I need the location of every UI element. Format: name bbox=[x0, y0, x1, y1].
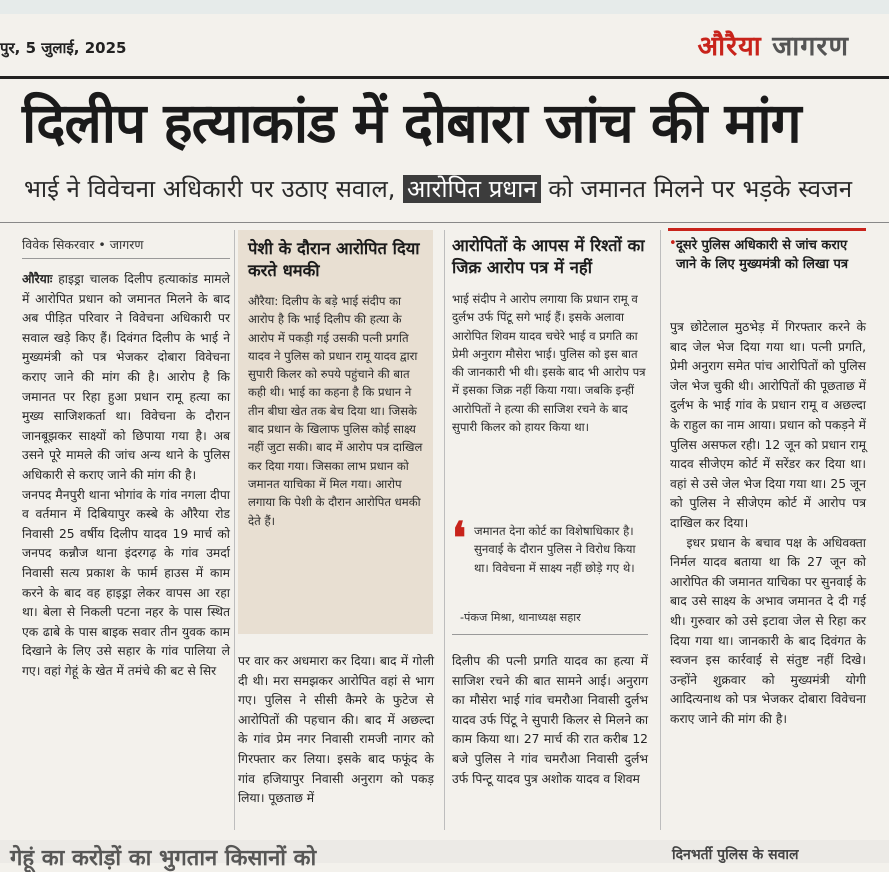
next-article-headline: गेहूं का करोड़ों का भुगतान किसानों को bbox=[10, 846, 317, 871]
column-4-text bbox=[670, 318, 866, 729]
column-separator bbox=[444, 230, 445, 830]
quote-text: जमानत देना कोर्ट का विशेषाधिकार है। सुनवाई के दौरान पुलिस ने विरोध किया था। विवेचना में साक्ष्य नहीं छोड़े गए थे। bbox=[474, 524, 636, 575]
dateline-lead: औरैयाः bbox=[22, 272, 53, 286]
sidebar-box-heading: पेशी के दौरान आरोपित दिया करते धमकी bbox=[248, 239, 420, 280]
masthead-city: औरैया bbox=[697, 31, 762, 62]
column-3-heading: आरोपितों के आपस में रिश्तों का जिक्र आरोप पत्र में नहीं bbox=[452, 236, 645, 277]
column-1-paragraph-1: हाइड्रा चालक दिलीप हत्याकांड मामले में आरोपित प्रधान को जमानत मिलने के बाद अब पीड़ित परिवार ने विवेचना अधिकारी पर सवाल खड़े किए हैं। दिवंगत दिलीप के भाई ने मुख्यमंत्री को पत्र भेजकर दोबारा विवेचना कराए जाने की मांग की है। आरोप है कि जमानत पर रिहा हुआ प्रधान रामू हत्या का मुख्य साजिशकर्ता था। विवेचना के दौरान जानबूझकर साक्ष्यों को छिपाया गया है। अब उसने पूरे मामले की जांच अन्य थाने के पुलिस अधिकारी से कराए जाने की मांग की है। bbox=[22, 272, 230, 482]
sidebar-box-text: औरैया: दिलीप के बड़े भाई संदीप का आरोप है कि भाई दिलीप की हत्या के आरोप में पकड़ी गई उसकी पत्नी प्रगति यादव ने पुलिस को प्रधान रामू यादव द्वारा सुपारी किलर को रुपये पहुंचाने की बात कही थी। भाई का कहना है कि प्रधान ने तीन बीघा खेत तक बेच दिया था। जिसके बाद प्रधान के खिलाफ पुलिस कोई साक्ष्य नहीं जुटा सकी। बाद में आरोप पत्र दाखिल कर दिया गया। जिसका लाभ प्रधान को जमानत याचिका में मिल गया। आरोप लगाया कि पेशी के दौरान आरोपित धमकी देते हैं। bbox=[248, 294, 423, 528]
subhead-part2: को जमानत मिलने पर भड़के स्वजन bbox=[548, 175, 853, 203]
byline: विवेक सिकरवार • जागरण bbox=[22, 237, 144, 252]
byline-rule bbox=[22, 258, 230, 259]
column-separator bbox=[234, 230, 235, 830]
masthead-rule bbox=[0, 76, 889, 79]
quote-attribution: -पंकज मिश्रा, थानाध्यक्ष सहार bbox=[460, 611, 581, 624]
highlight-box-heading: दूसरे पुलिस अधिकारी से जांच कराए जाने के लिए मुख्यमंत्री को लिखा पत्र bbox=[676, 238, 849, 272]
top-band bbox=[0, 0, 889, 14]
masthead bbox=[697, 26, 849, 63]
column-4-paragraph-1: पुत्र छोटेलाल मुठभेड़ में गिरफ्तार करने के बाद जेल भेज दिया गया था। पत्नी प्रगति, प्रेमी अनुराग समेत पांच आरोपितों को पुलिस जेल भेज चुकी थी। आरोपितों की पूछताछ में दुर्लभ के भाई गांव के प्रधान रामू व अछल्दा के राहुल का नाम आया। प्रधान को पकड़ने में पुलिस असफल रही। 12 जून को प्रधान रामू यादव सीजेएम कोर्ट में सरेंडर कर दिया था। वहां से उसे जेल भेज दिया गया था। 25 जून को पुलिस ने सीजेएम कोर्ट में आरोप पत्र दाखिल कर दिया। bbox=[670, 320, 866, 530]
column-4-paragraph-2: इधर प्रधान के बचाव पक्ष के अधिवक्ता निर्मल यादव बताया था कि 27 जून को आरोपित की जमानत याचिका पर सुनवाई के बाद उसे साक्ष्य के अभाव जमानत दे दी गई थी। गुरुवार को उसे इटावा जेल से रिहा कर दिया गया था। जानकारी के बाद दिवंगत के स्वजन इस कार्रवाई से संतुष्ट नहीं दिखे। उन्होंने शुक्रवार को मुख्यमंत्री योगी आदित्यनाथ को पत्र भेजकर दोबारा विवेचना कराए जाने की मांग की है। bbox=[670, 535, 866, 726]
headline-rule bbox=[0, 222, 889, 223]
column-separator bbox=[660, 230, 661, 830]
masthead-brand: जागरण bbox=[772, 31, 849, 62]
dateline: पुर, 5 जुलाई, 2025 bbox=[0, 39, 127, 57]
quote-rule bbox=[452, 634, 648, 635]
column-1-paragraph-2: जनपद मैनपुरी थाना भोगांव के गांव नगला दीपा व वर्तमान में दिबियापुर कस्बे के औरैया रोड निवासी 25 वर्षीय दिलीप यादव 19 मार्च को जनपद कन्नौज थाना इंदरगढ़ के गांव उमर्दा निवासी सत्य प्रकाश के फार्म हाउस में काम करने के बाद वह हाइड्रा लेकर वापस आ रहा था। बेला से निकली पटना नहर के पास स्थित एक ढाबे के पास बाइक सवार तीन युवक काम दिखाने के लिए उसे सहार के गांव पालिया ले गए। वहां गेहूं के खेत में तमंचे की बट से सिर bbox=[22, 487, 230, 678]
column-3-text: भाई संदीप ने आरोप लगाया कि प्रधान रामू व दुर्लभ उर्फ पिंटू सगे भाई हैं। इसके अलावा आरोपित शिवम यादव चचेरे भाई व प्रगति का प्रेमी अनुराग मौसेरा भाई। पुलिस को इस बात की जानकारी भी थी। इसके बाद भी आरोप पत्र में इसका जिक्र नहीं किया गया। जबकि इन्हीं आरोपितों ने हत्या की साजिश रचने के बाद सुपारी किलर को हायर किया था। bbox=[452, 292, 646, 435]
subhead-part1: भाई ने विवेचना अधिकारी पर उठाए सवाल, bbox=[24, 175, 396, 203]
column-2-continuation: पर वार कर अधमारा कर दिया। बाद में गोली दी थी। मरा समझकर आरोपित वहां से भाग गए। पुलिस ने सीसी कैमरे के फुटेज से आरोपितों की पहचान की। बाद में अछल्दा के गांव प्रेम नगर निवासी रामजी नागर को गिरफ्तार कर लिया। इसके बाद फफूंद के गांव हजियापुर निवासी अनुराग को पकड़ लिया। पूछताछ में bbox=[238, 654, 434, 806]
column-1-text bbox=[22, 270, 230, 681]
headline: दिलीप हत्याकांड में दोबारा जांच की मांग bbox=[22, 91, 801, 155]
quote-mark-icon: ❛ bbox=[452, 513, 467, 564]
subhead-highlight: आरोपित प्रधान bbox=[403, 175, 541, 203]
subheadline bbox=[24, 172, 852, 205]
bullet-icon: • bbox=[669, 236, 677, 251]
column-3-continuation: दिलीप की पत्नी प्रगति यादव का हत्या में साजिश रचने की बात सामने आई। अनुराग का मौसेरा भाई गांव चमरौआ निवासी दुर्लभ यादव उर्फ पिंटू ने सुपारी किलर से मिलने का काम किया था। 27 मार्च की रात करीब 12 बजे पुलिस ने गांव चमरौआ निवासी दुर्लभ उर्फ पिन्टू यादव पुत्र अशोक यादव व शिवम bbox=[452, 654, 648, 786]
next-article-right: दिनभर्ती पुलिस के सवाल bbox=[672, 847, 799, 863]
